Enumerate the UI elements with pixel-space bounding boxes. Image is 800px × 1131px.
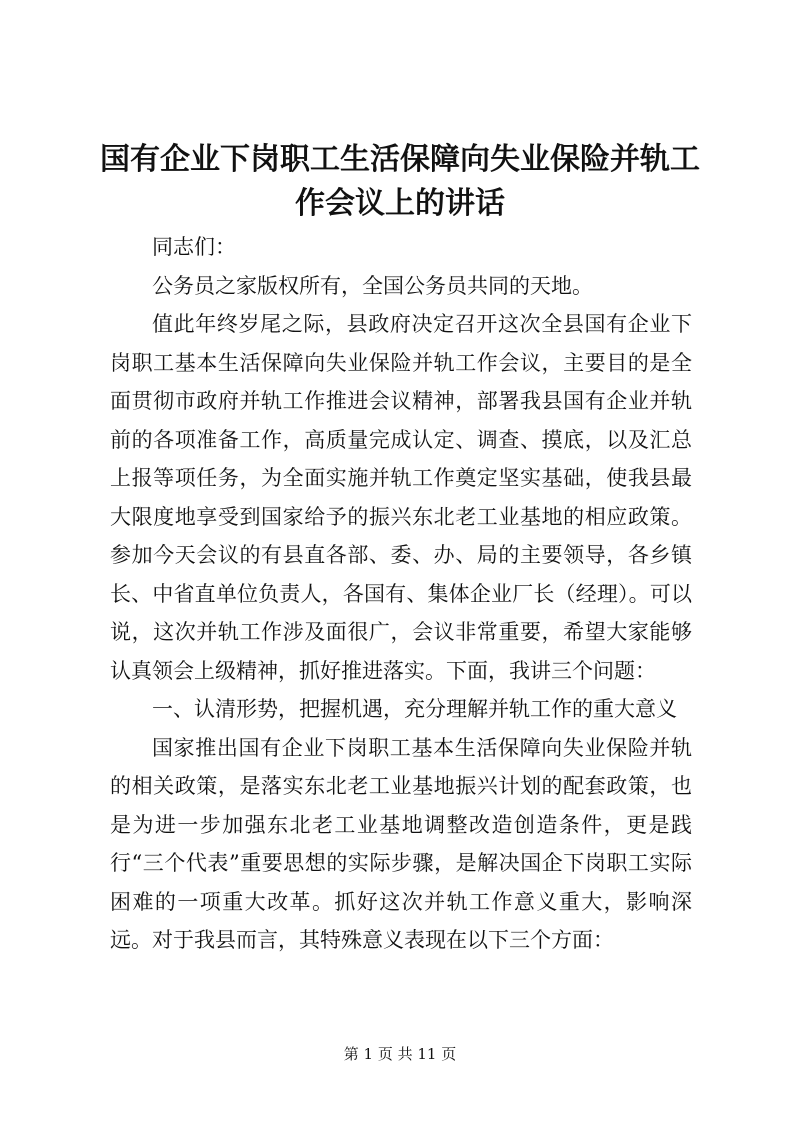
section-paragraph: 国家推出国有企业下岗职工基本生活保障向失业保险并轨的相关政策，是落实东北老工业基地振兴计划的配套政策，也是为进一步加强东北老工业基地调整改造创造条件，更是践行“三个代表”重要思想的实际步骤，是解决国企下岗职工实际困难的一项重大改革。抓好这次并轨工作意义重大，影响深远。对于我县而言，其特殊意义表现在以下三个方面： [110,735,692,952]
section-heading: 一、认清形势，把握机遇，充分理解并轨工作的重大意义 [152,697,677,721]
copyright-paragraph: 公务员之家版权所有，全国公务员共同的天地。 [152,273,593,298]
document-title: 国有企业下岗职工生活保障向失业保险并轨工作会议上的讲话 [100,142,700,221]
salutation-paragraph: 同志们： [152,235,236,259]
page-number-footer: 第 1 页 共 11 页 [343,1045,457,1063]
document-body [110,228,692,960]
intro-paragraph: 值此年终岁尾之际，县政府决定召开这次全县国有企业下岗职工基本生活保障向失业保险并轨工作会议，主要目的是全面贯彻市政府并轨工作推进会议精神，部署我县国有企业并轨前的各项准备工作，高质量完成认定、调查、摸底，以及汇总上报等项任务，为全面实施并轨工作奠定坚实基础，使我县最大限度地享受到国家给予的振兴东北老工业基地的相应政策。参加今天会议的有县直各部、委、办、局的主要领导，各乡镇长、中省直单位负责人，各国有、集体企业厂长（经理）。可以说，这次并轨工作涉及面很广，会议非常重要，希望大家能够认真领会上级精神，抓好推进落实。下面，我讲三个问题： [110,312,692,683]
